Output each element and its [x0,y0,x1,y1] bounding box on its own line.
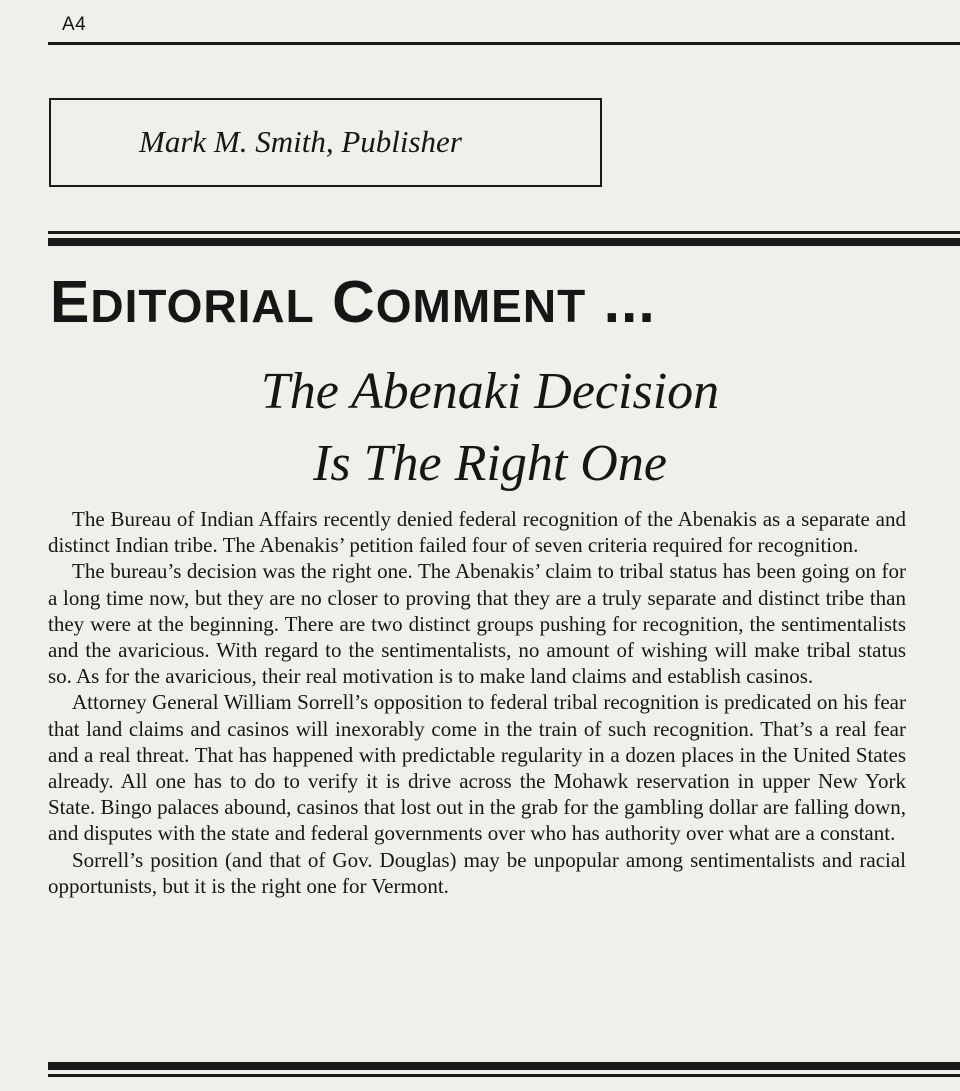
body-paragraph: Sorrell’s position (and that of Gov. Douglas) may be unpopular among sentimentalists and racial opportunists, but it is the right one for Vermont. [48,847,906,898]
publisher-box [49,98,602,187]
bottom-rule-thick [48,1062,960,1070]
body-paragraph: Attorney General William Sorrell’s opposition to federal tribal recognition is predicated on his fear that land claims and casinos will inexorably come in the train of such recognition. That’s a real fear and a real threat. That has happened with predictable regularity in a dozen places in the United States already. All one has to do to verify it is drive across the Mohawk reservation in upper New York State. Bingo palaces abound, casinos that lost out in the grab for the gambling dollar are falling down, and disputes with the state and federal governments over who has authority over what are a constant. [48,690,906,846]
page-number: A4 [62,14,87,35]
body-paragraph: The bureau’s decision was the right one. The Abenakis’ claim to tribal status has been going on for a long time now, but they are no closer to proving that they are a truly separate and distinct tribe than they were at the beginning. There are two distinct groups pushing for recognition, the sentimentalists and the avaricious. With regard to the sentimentalists, no amount of wishing will make tribal status so. As for the avaricious, their real motivation is to make land claims and establish casinos. [48,559,906,689]
heading-word: DITORIAL [90,280,315,332]
heading-initial: C [332,269,376,335]
editorial-title-line-1: The Abenaki Decision [260,363,720,420]
editorial-heading [50,270,656,338]
editorial-title-line-2: Is The Right One [313,435,667,492]
heading-ellipsis: ... [603,269,656,335]
bottom-rule-thin [48,1074,960,1077]
heading-rule-thick [48,238,960,246]
body-paragraph: The Bureau of Indian Affairs recently denied federal recognition of the Abenakis as a separate and distinct Indian tribe. The Abenakis’ petition failed four of seven criteria required for recognition. [48,507,906,558]
editorial-body [48,506,906,899]
heading-word: OMMENT [375,280,587,332]
heading-rule-thin [48,231,960,234]
publisher-name: Mark M. Smith, Publisher [139,124,462,159]
heading-initial: E [50,269,91,335]
top-rule [48,42,960,45]
